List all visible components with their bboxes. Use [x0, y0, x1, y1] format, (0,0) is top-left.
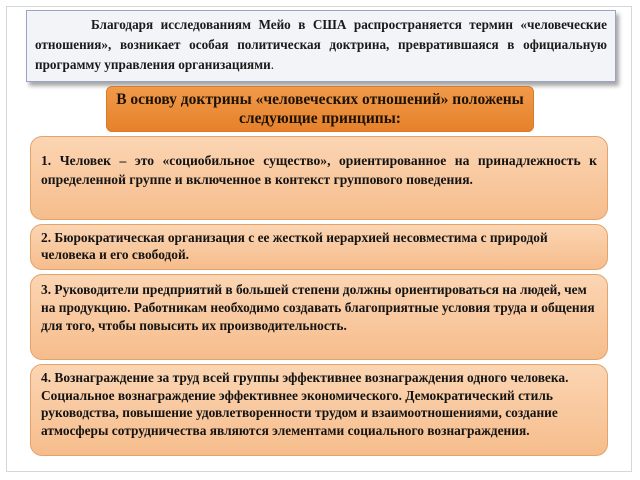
principle-3-box: [30, 274, 608, 360]
principles-header: [106, 86, 534, 132]
intro-text-box: [26, 10, 616, 82]
intro-text: Благодаря исследованиям Мейо в США распространяется термин «человеческие отношения», возникает особая политическая доктрина, превратившаяся в официальную программу управления организациями: [35, 17, 607, 72]
principle-1-box: [30, 136, 608, 220]
principle-1-text: 1. Человек – это «социобильное существо», ориентированное на принадлежность к определенной группе и включенное в контекст группового поведения.: [41, 153, 597, 187]
principle-4-text: 4. Вознаграждение за труд всей группы эффективнее вознаграждения одного человека. Социальное вознаграждение эффективнее экономического. Демократический стиль руководства, повышение удовлетворенности трудом и взаимоотношениями, создание атмосферы сотрудничества являются элементами социального вознаграждения.: [41, 370, 569, 438]
principles-header-text: В основу доктрины «человеческих отношений» положены следующие принципы:: [116, 91, 524, 127]
principle-2-box: [30, 224, 608, 270]
principle-3-text: 3. Руководители предприятий в большей степени должны ориентироваться на людей, чем на продукцию. Работникам необходимо создавать благоприятные условия труда и общения для того, чтобы повысить их производительность.: [41, 282, 595, 333]
principle-4-box: [30, 364, 608, 456]
principle-2-text: 2. Бюрократическая организация с ее жесткой иерархией несовместима с природой человека и его свободой.: [41, 230, 548, 262]
intro-text-end: .: [270, 57, 275, 72]
